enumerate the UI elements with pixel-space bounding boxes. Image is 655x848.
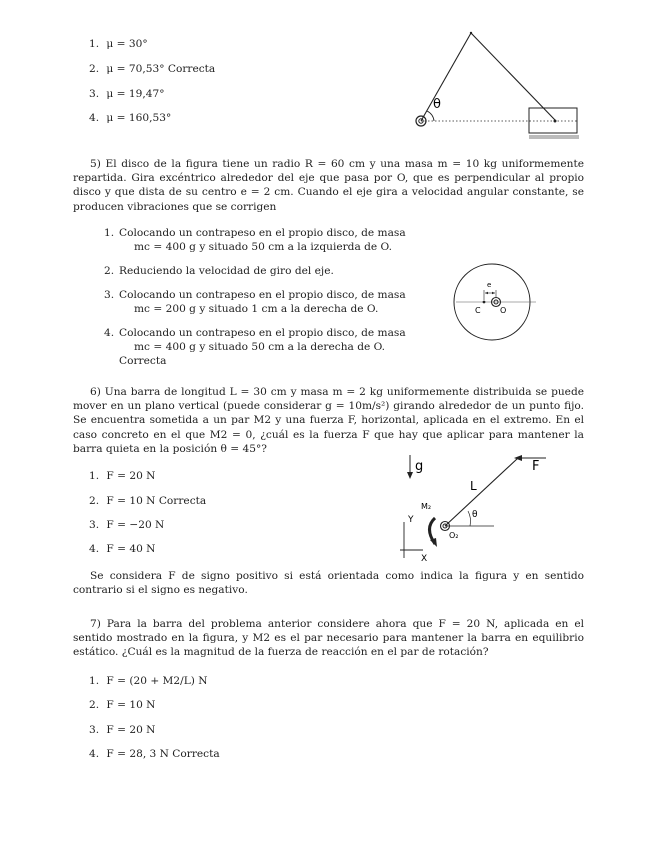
q6-note: Se considera F de signo positivo si está orientada como indica la figura y en sentido contrario si el signo es negativo. — [73, 570, 584, 597]
o-label: O — [500, 306, 507, 315]
f-label: F — [532, 459, 540, 474]
list-item: 3. μ = 19,47° — [89, 88, 165, 100]
g-label: g — [415, 459, 424, 474]
q5-disc-figure — [440, 260, 550, 345]
option-text: μ = 30° — [106, 38, 148, 50]
e-label: e — [487, 281, 492, 289]
list-item: 3. F = −20 N — [89, 519, 165, 531]
y-axis-label: Y — [408, 515, 414, 525]
list-item: 2. F = 10 N Correcta — [89, 495, 207, 507]
o2-label: O₂ — [449, 531, 459, 540]
q6-bar-figure — [390, 450, 560, 565]
l-label: L — [470, 479, 477, 493]
theta-label: θ — [472, 510, 478, 520]
list-item: 1. μ = 30° — [89, 38, 148, 50]
option-text: μ = 70,53° Correcta — [106, 63, 216, 75]
list-item: 4. F = 28, 3 N Correcta — [89, 748, 220, 760]
list-item: 2. F = 10 N — [89, 699, 156, 711]
q4-mechanism-figure — [405, 28, 590, 148]
list-item: 4. F = 40 N — [89, 543, 156, 555]
theta-label: θ — [433, 97, 441, 112]
option-text: μ = 19,47° — [106, 88, 165, 100]
list-item: 4. μ = 160,53° — [89, 112, 172, 124]
list-item: 1. F = 20 N — [89, 470, 156, 482]
q6-intro: 6) Una barra de longitud L = 30 cm y masa m = 2 kg uniformemente distribuida se puede mover en un plano vertical (puede considerar g = 10m/s²) girando alrededor de un punto fijo. Se encuentra sometida a un par M2 y una fuerza F, horizontal, aplicada en el extremo. En el caso concreto en el que M2 = 0, ¿cuál es la fuerza F que hay que aplicar para mantener la barra quieta en la posición θ = 45°? — [73, 386, 584, 455]
m2-label: M₂ — [421, 502, 432, 511]
c-label: C — [475, 306, 481, 315]
list-item: 1. F = (20 + M2/L) N — [89, 675, 208, 687]
x-axis-label: X — [421, 554, 428, 564]
q7-intro: 7) Para la barra del problema anterior considere ahora que F = 20 N, aplicada en el sentido mostrado en la figura, y M2 es el par necesario para mantener la barra en equilibrio estático. ¿Cuál es la magnitud de la fuerza de reacción en el par de rotación? — [73, 618, 584, 659]
list-item: 3. F = 20 N — [89, 724, 156, 736]
list-item: 2. μ = 70,53° Correcta — [89, 63, 216, 75]
q5-intro: 5) El disco de la figura tiene un radio R = 60 cm y una masa m = 10 kg uniformemente repartida. Gira excéntrico alrededor del eje que pasa por O, que es perpendicular al propio disco y que dista de su centro e = 2 cm. Cuando el eje gira a velocidad angular constante, se producen vibraciones que se corrigen — [73, 158, 584, 213]
option-text: μ = 160,53° — [106, 112, 172, 124]
